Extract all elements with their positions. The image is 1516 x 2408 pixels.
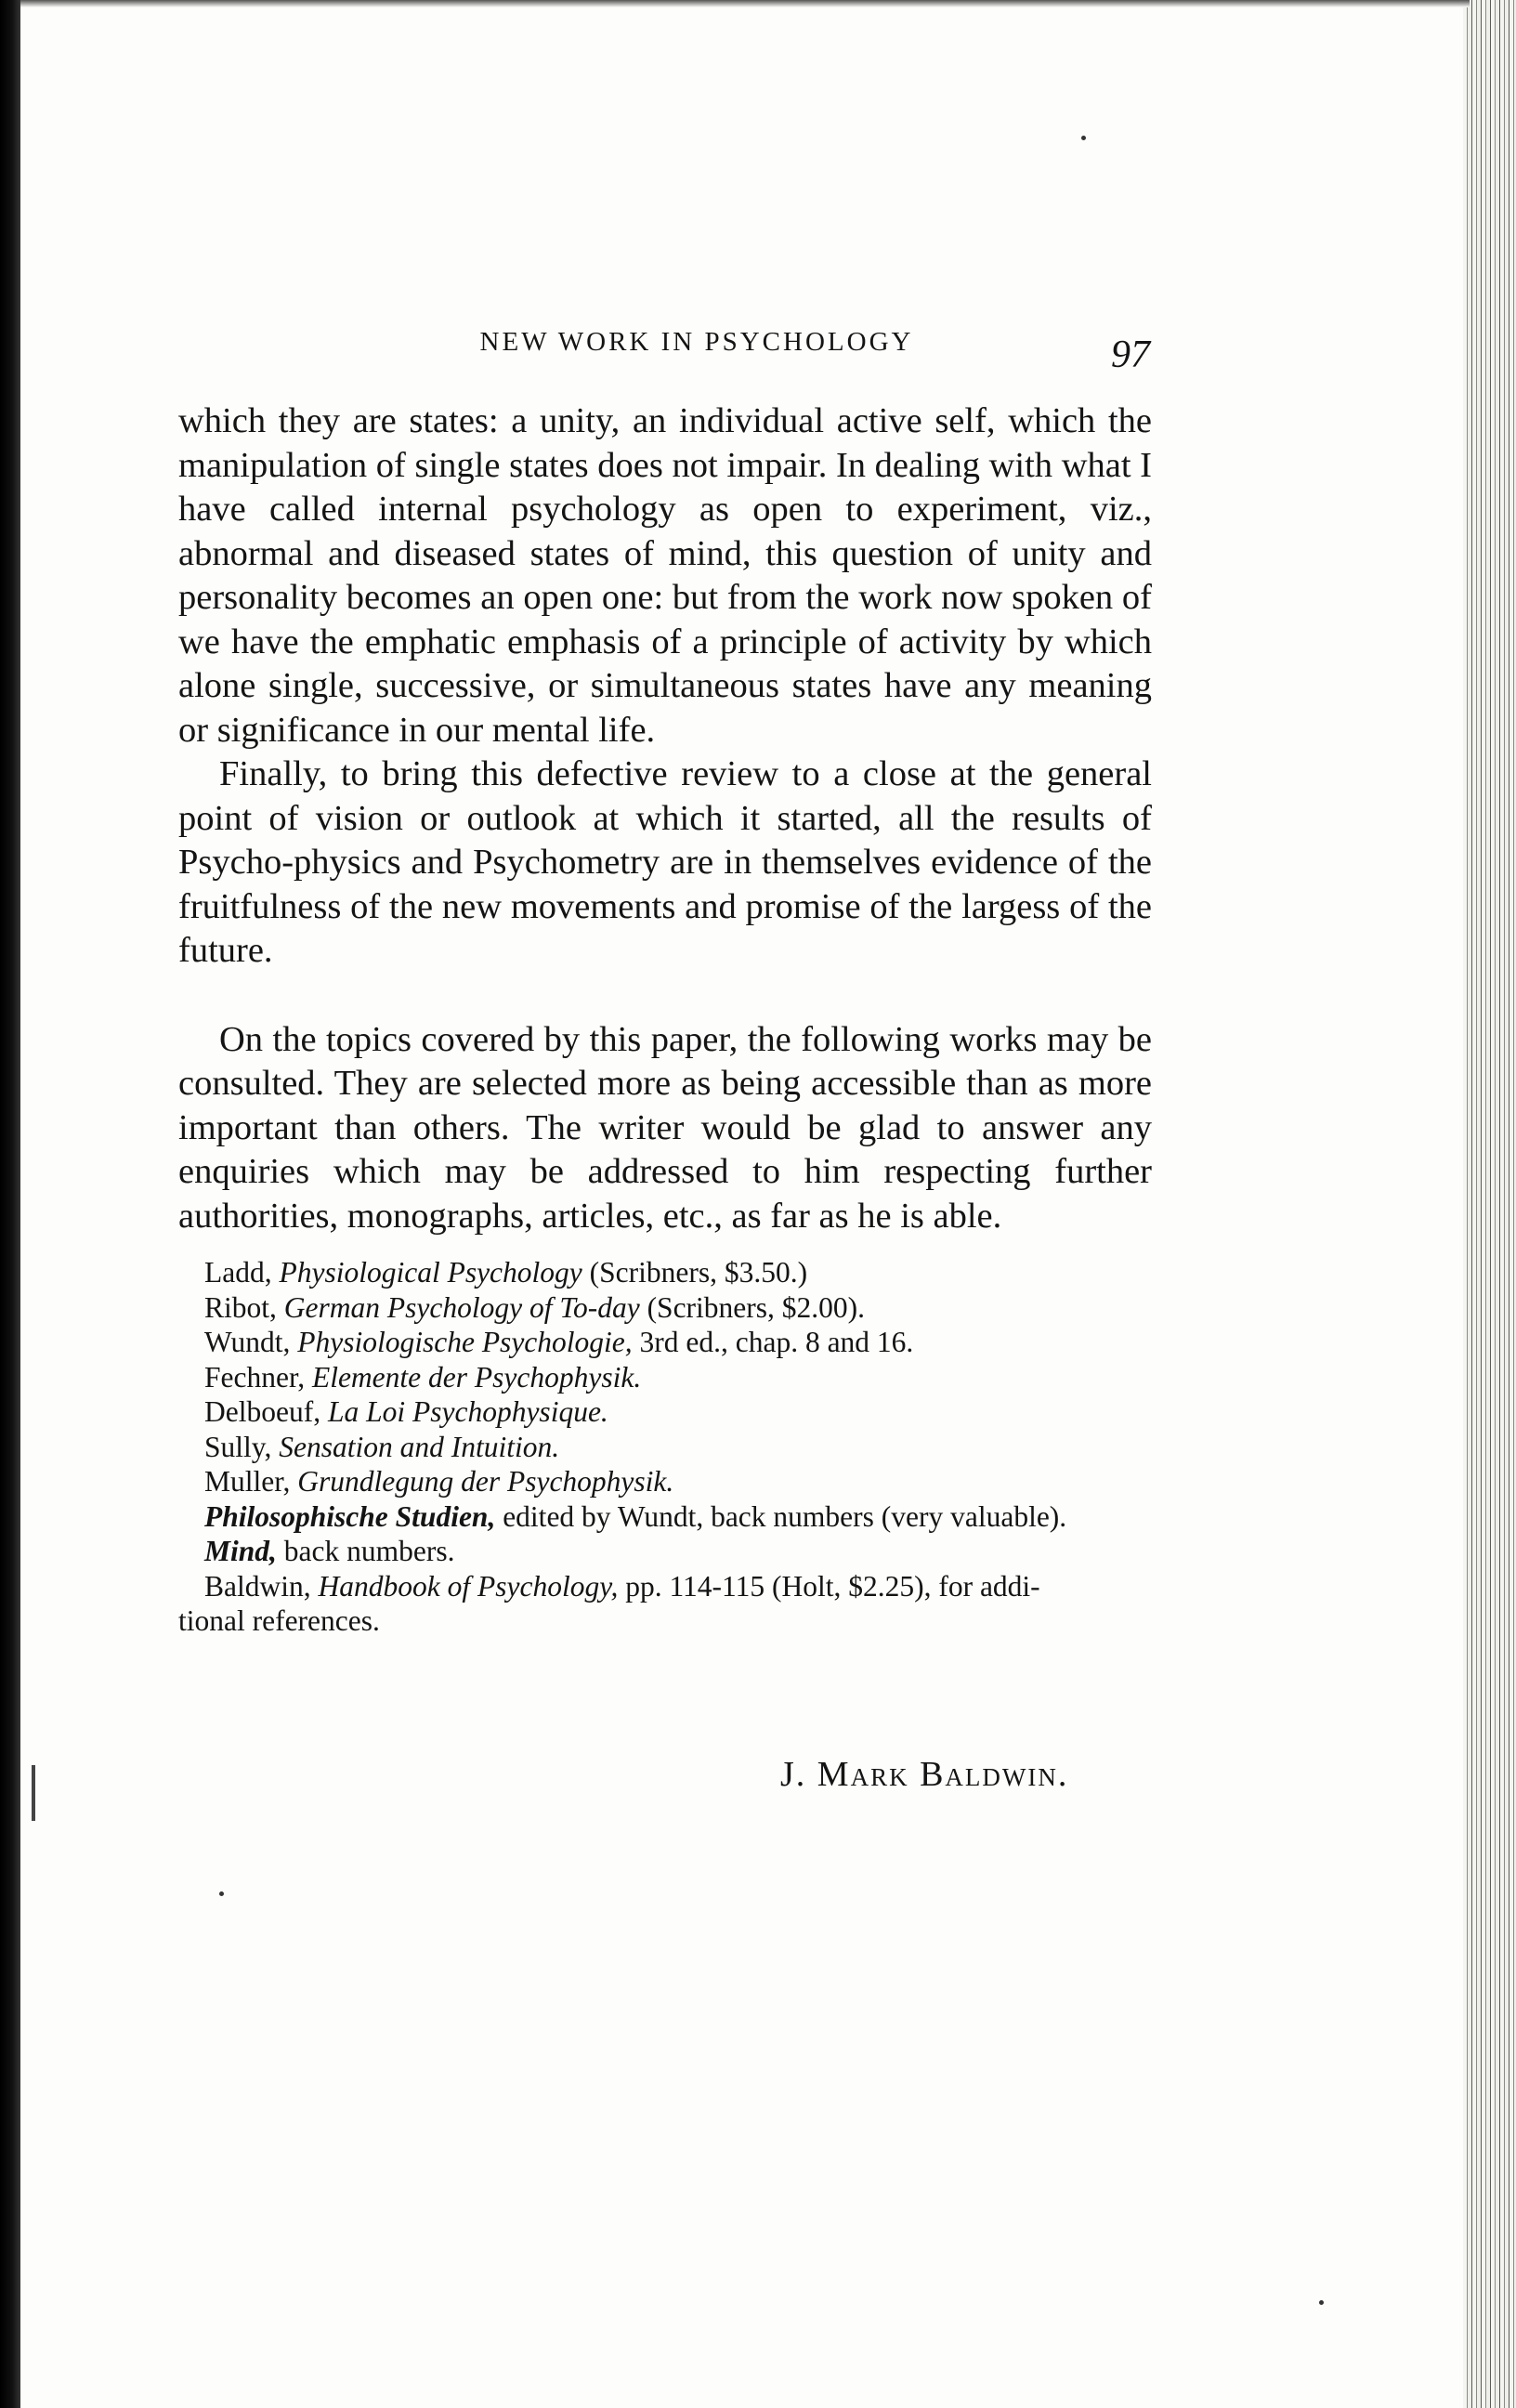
paragraph: which they are states: a unity, an individual active self, which the manipulation of single states does not impair. In dealing with what I have called internal psychology as open to experiment, viz., abnormal and diseased states of mind, this question of unity and personality becomes an open one: but from the work now spoken of we have the emphatic emphasis of a principle of activity by which alone single, successive, or simultaneous states have any meaning or significance in our mental life. [178,401,1152,750]
reference-note: edited by Wundt, back numbers (very valuable). [503,1499,1067,1533]
reference-work: German Psychology of To-day [283,1290,640,1324]
reference-item [178,1569,1152,1639]
reference-work: Handbook of Psychology, [318,1569,619,1603]
reference-work: Elemente der Psychophysik. [311,1360,642,1394]
binding-mark [32,1765,35,1821]
reference-work: Physiologische Psychologie, [297,1326,633,1358]
reference-author: Baldwin, [204,1569,311,1603]
body-text [178,399,1152,1639]
top-edge-shadow [20,0,1470,7]
reference-author: Wundt, [204,1326,291,1358]
reference-item [204,1290,1152,1326]
reference-item [204,1325,1152,1360]
reference-author: Muller, [204,1465,291,1498]
reference-work: Physiological Psychology [279,1256,582,1289]
reference-work: Mind, [204,1535,277,1567]
running-head: NEW WORK IN PSYCHOLOGY [479,327,914,357]
reference-item [204,1499,1152,1535]
reference-author: Ribot, [204,1290,277,1324]
reference-note: 3rd ed., chap. 8 and 16. [639,1326,914,1358]
reference-item [204,1394,1152,1430]
reference-item [204,1255,1152,1290]
reference-work: La Loi Psychophysique. [327,1395,608,1428]
binding-shadow [0,0,20,2408]
author-signature: J. Mark Baldwin. [780,1755,1069,1794]
reference-continuation: tional references. [178,1604,380,1637]
ink-speck [1319,2300,1324,2305]
page-number: 97 [1111,334,1150,376]
reference-author: Delboeuf, [204,1395,321,1428]
reference-item [204,1534,1152,1569]
reference-note: (Scribners, $2.00). [647,1290,866,1324]
reference-author: Sully, [204,1430,272,1463]
reference-list [178,1255,1152,1639]
ink-speck [219,1891,224,1896]
reference-author: Ladd, [204,1256,272,1289]
reference-work: Sensation and Intuition. [279,1430,560,1463]
paragraph: Finally, to bring this defective review to a close at the general point of vision or outlook at which it started, all the results of Psycho-physics and Psychometry are in themselves evidence of the fruitfulness of the new movements and promise of the largess of the future. [178,754,1152,970]
page-edges [1463,0,1516,2408]
reference-item [204,1430,1152,1465]
section-gap [178,974,1152,1018]
reference-item [204,1464,1152,1499]
reference-note: pp. 114-115 (Holt, $2.25), for addi- [625,1569,1040,1603]
reference-note: (Scribners, $3.50.) [589,1256,808,1289]
reference-author: Fechner, [204,1360,306,1394]
reference-item [204,1360,1152,1395]
ink-speck [1081,136,1086,140]
reference-work: Philosophische Studien, [204,1499,496,1533]
reference-work: Grundlegung der Psychophysik. [297,1465,674,1498]
paragraph: On the topics covered by this paper, the following works may be consulted. They are selected more as being accessible than as more important than others. The writer would be glad to answer any enquiries which may be addressed to him respecting further authorities, monographs, articles, etc., as far as he is able. [178,1019,1152,1236]
reference-note: back numbers. [283,1535,455,1567]
